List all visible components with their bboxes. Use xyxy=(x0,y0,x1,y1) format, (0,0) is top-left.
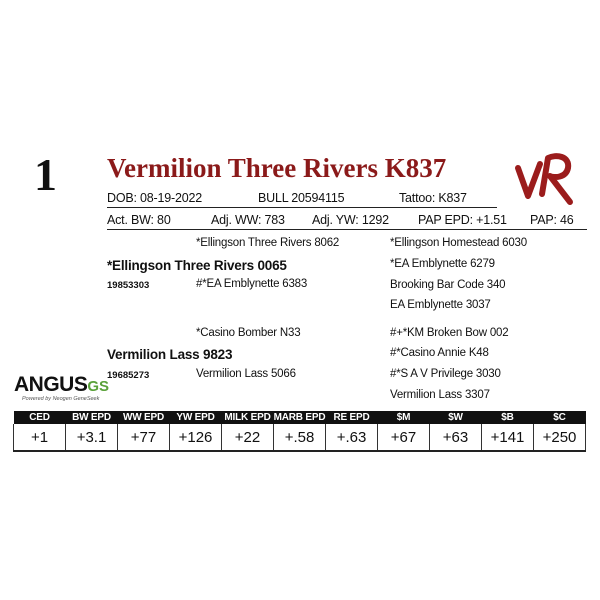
epd-value-bw: +3.1 xyxy=(66,424,118,451)
epd-header-b: $B xyxy=(482,411,534,424)
animal-name: Vermilion Three Rivers K837 xyxy=(107,153,447,183)
sire-sire: *Ellingson Three Rivers 8062 xyxy=(196,237,340,249)
sire-name: *Ellingson Three Rivers 0065 xyxy=(107,258,287,273)
epd-header-yw: YW EPD xyxy=(170,411,222,424)
dam-registration: 19685273 xyxy=(107,370,150,381)
sire-dam-sire: Brooking Bar Code 340 xyxy=(390,279,506,291)
epd-header-ced: CED xyxy=(14,411,66,424)
epd-value-yw: +126 xyxy=(170,424,222,451)
adjusted-yearling-weight: Adj. YW: 1292 xyxy=(312,213,389,227)
dam-sire: *Casino Bomber N33 xyxy=(196,327,301,339)
epd-value-re: +.63 xyxy=(326,424,378,451)
epd-header-c: $C xyxy=(534,411,586,424)
lot-number: 1 xyxy=(34,149,57,200)
epd-header-row xyxy=(14,411,586,424)
epd-header-m: $M xyxy=(378,411,430,424)
tattoo-label: Tattoo: K837 xyxy=(399,191,467,205)
sire-dam-dam: EA Emblynette 3037 xyxy=(390,299,491,311)
adjusted-weaning-weight: Adj. WW: 783 xyxy=(211,213,285,227)
epd-header-w: $W xyxy=(430,411,482,424)
epd-value-b: +141 xyxy=(482,424,534,451)
angus-logo xyxy=(14,374,109,395)
angus-logo-text: ANGUS xyxy=(14,373,88,396)
vr-brand-icon xyxy=(512,150,580,208)
epd-header-bw: BW EPD xyxy=(66,411,118,424)
dam-sire-dam: #*Casino Annie K48 xyxy=(390,347,489,359)
dam-dam-dam: Vermilion Lass 3307 xyxy=(390,389,490,401)
pap-epd: PAP EPD: +1.51 xyxy=(418,213,507,227)
divider-2 xyxy=(107,229,587,230)
sire-registration: 19853303 xyxy=(107,280,150,291)
epd-table xyxy=(13,411,586,452)
sire-dam: #*EA Emblynette 6383 xyxy=(196,278,308,290)
angus-tagline: Powered by Neogen GeneSeek xyxy=(22,396,100,402)
actual-birth-weight: Act. BW: 80 xyxy=(107,213,171,227)
ranch-logo xyxy=(512,150,580,213)
sex-registration: BULL 20594115 xyxy=(258,191,345,205)
epd-value-c: +250 xyxy=(534,424,586,451)
epd-value-m: +67 xyxy=(378,424,430,451)
epd-value-w: +63 xyxy=(430,424,482,451)
epd-header-re: RE EPD xyxy=(326,411,378,424)
dam-sire-sire: #+*KM Broken Bow 002 xyxy=(390,327,509,339)
dam-name: Vermilion Lass 9823 xyxy=(107,347,233,362)
epd-value-row xyxy=(14,424,586,451)
sire-sire-dam: *EA Emblynette 6279 xyxy=(390,258,495,270)
divider-1 xyxy=(107,207,497,208)
epd-header-ww: WW EPD xyxy=(118,411,170,424)
dam-dam: Vermilion Lass 5066 xyxy=(196,368,296,380)
dob-label: DOB: 08-19-2022 xyxy=(107,191,202,205)
epd-value-ced: +1 xyxy=(14,424,66,451)
epd-header-marb: MARB EPD xyxy=(273,412,326,423)
epd-header-milk: MILK EPD xyxy=(222,411,274,424)
epd-value-marb: +.58 xyxy=(274,424,326,451)
epd-value-milk: +22 xyxy=(222,424,274,451)
angus-logo-suffix: GS xyxy=(87,378,110,395)
sire-sire-sire: *Ellingson Homestead 6030 xyxy=(390,237,527,249)
dam-dam-sire: #*S A V Privilege 3030 xyxy=(390,368,501,380)
pap-value: PAP: 46 xyxy=(530,213,574,227)
epd-value-ww: +77 xyxy=(118,424,170,451)
